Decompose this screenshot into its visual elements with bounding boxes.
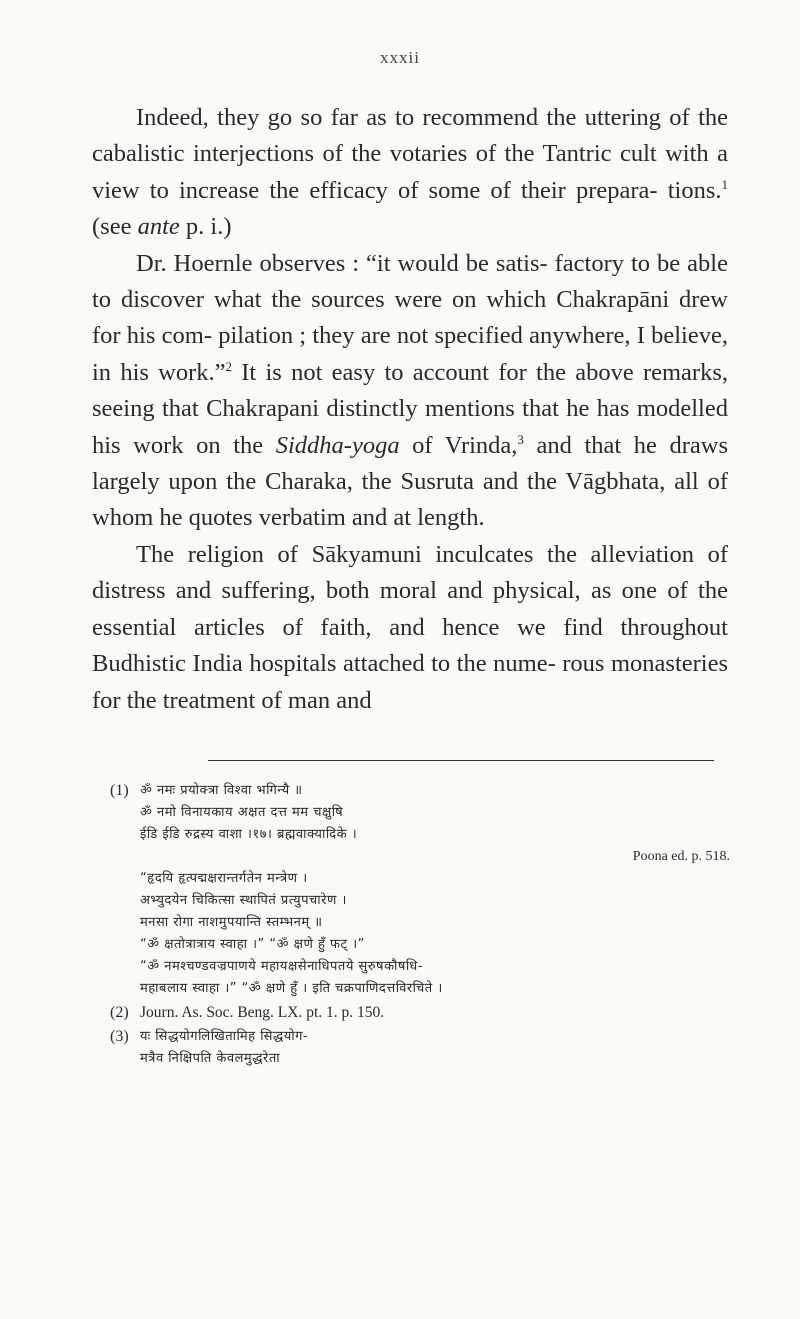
sanskrit-line: यः सिद्धयोगलिखितामिह सिद्धयोग- [140, 1029, 309, 1044]
footnote-ref-3: 3 [517, 431, 524, 447]
footnote-number: (1) [110, 782, 129, 799]
page-number: xxxii [380, 48, 420, 67]
sanskrit-line: महाबलाय स्वाहा ।” “ॐ क्षणे हुँ । इति चक्रपाणिदत्तविरचिते । [140, 981, 443, 996]
text-run: Dr. Hoernle observes : “it would be satis- factory to be able to discover what the sources were on which Chakrapāni drew for his com- pilation ; they are not specified anywhere, I believe, in his work.” [92, 249, 728, 386]
footnote-body [140, 780, 730, 1000]
sanskrit-line: ईडि ईडि रुद्रस्य वाशा ।१७। ब्रह्मवाक्यादिके । [140, 827, 358, 842]
sanskrit-line: ॐ नमो विनायकाय अक्षत दत्त मम चक्षुषि [140, 805, 344, 820]
footnote-3 [110, 1026, 730, 1070]
sanskrit-line: मनसा रोगा नाशमुपयान्ति स्तम्भनम् ॥ [140, 915, 323, 930]
sanskrit-line: ॐ नमः प्रयोक्त्रा विश्वा भगिन्यै ॥ [140, 783, 303, 798]
footnote-1 [110, 780, 730, 1000]
footnote-body: Journ. As. Soc. Beng. LX. pt. 1. p. 150. [140, 1004, 385, 1021]
footnote-divider [208, 760, 714, 761]
footnote-number: (2) [110, 1004, 129, 1021]
sanskrit-line: अभ्युदयेन चिकित्सा स्थापितं प्रत्युपचारेण । [140, 893, 347, 908]
text-run: p. i.) [179, 213, 232, 241]
text-run: Indeed, they go so far as to recommend the uttering of the cabalistic interjections of the votaries of the Tantric cult with a view to increase the efficacy of some of their prepara- tions. [92, 104, 728, 204]
text-run: It is not easy to account for the above remarks, seeing that Chakrapani distinctly mentions that he has modelled his work on the [92, 358, 728, 459]
text-run: of Vrinda, [399, 431, 518, 459]
footnote-number: (3) [110, 1028, 129, 1045]
text-run: and that he draws largely upon the Charaka, the Susruta and the Vāgbhata, all of whom he quotes verbatim and at length. [92, 431, 729, 532]
footnote-body [140, 1026, 730, 1070]
footnote-ref-1: 1 [721, 176, 728, 192]
footnote-ref-2: 2 [225, 358, 233, 374]
footnotes [110, 780, 730, 1072]
sanskrit-line: “ॐ नमश्चण्डवज्रपाणये महायक्षसेनाधिपतये सुरुषकौषधि- [140, 959, 423, 974]
footnote-2 [110, 1002, 730, 1024]
paragraph-1 [92, 100, 728, 246]
title-siddha-yoga: Siddha-yoga [275, 431, 400, 459]
sanskrit-line: “हृदयि हृत्पद्मक्षरान्तर्गतेन मन्त्रेण । [140, 871, 308, 886]
citation: Poona ed. p. 518. [632, 849, 730, 864]
sanskrit-line: मत्रैव निक्षिपति केवलमुद्धरेता [140, 1051, 281, 1066]
paragraph-2 [92, 246, 728, 537]
sanskrit-line: “ॐ क्षतोत्रात्राय स्वाहा ।” “ॐ क्षणे हुँ फट् ।” [140, 937, 365, 952]
paragraph-3: The religion of Sākyamuni inculcates the alleviation of distress and suffering, both moral and physical, as one of the essential articles of faith, and hence we find throughout Budhistic India hospitals attached to the nume- rous monasteries for the treatment of man and [92, 540, 728, 714]
text-run: (see [92, 213, 138, 241]
emphasis-ante: ante [137, 213, 180, 241]
main-text [92, 100, 728, 719]
